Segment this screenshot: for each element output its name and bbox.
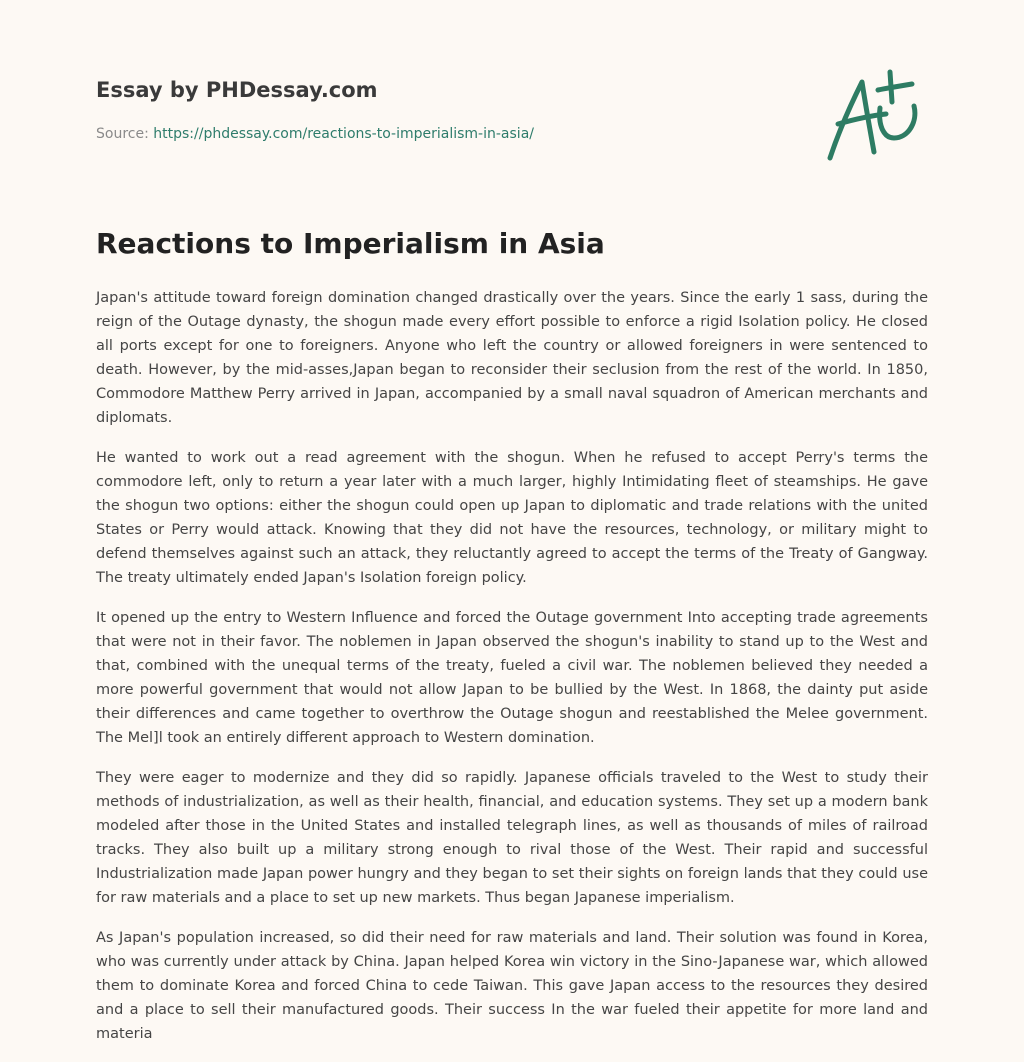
article-paragraph: He wanted to work out a read agreement with the shogun. When he refused to accept Perry's terms the commodore left, only to return a year later with a much larger, highly Intimidating fleet of steamships. He gave the shogun two options: either the shogun could open up Japan to diplomatic and trade relations with the united States or Perry would attack. Knowing that they did not have the resources, technology, or military might to defend themselves against such an attack, they reluctantly agreed to accept the terms of the Treaty of Gangway. The treaty ultimately ended Japan's Isolation foreign policy. [96,450,928,586]
page-header [96,76,928,176]
article-title: Reactions to Imperialism in Asia [96,227,605,260]
article-body [96,286,928,1062]
article-paragraph: They were eager to modernize and they did so rapidly. Japanese officials traveled to the West to study their methods of industrialization, as well as their health, financial, and education systems. They set up a modern bank modeled after those in the United States and installed telegraph lines, as well as thousands of miles of railroad tracks. They also built up a military strong enough to rival those of the West. Their rapid and successful Industrialization made Japan power hungry and they began to set their sights on foreign lands that they could use for raw materials and a place to set up new markets. Thus began Japanese imperialism. [96,770,928,906]
source-link[interactable]: https://phdessay.com/reactions-to-imperialism-in-asia/ [153,126,534,142]
article-paragraph: It opened up the entry to Western Influence and forced the Outage government Into accepting trade agreements that were not in their favor. The noblemen in Japan observed the shogun's inability to stand up to the West and that, combined with the unequal terms of the treaty, fueled a civil war. The noblemen believed they needed a more powerful government that would not allow Japan to be bullied by the West. In 1868, the dainty put aside their differences and came together to overthrow the Outage shogun and reestablished the Melee government. The Mel]l took an entirely different approach to Western domination. [96,610,928,746]
article-paragraph: Japan's attitude toward foreign domination changed drastically over the years. Since the early 1 sass, during the reign of the Outage dynasty, the shogun made every effort possible to enforce a rigid Isolation policy. He closed all ports except for one to foreigners. Anyone who left the country or allowed foreigners in were sentenced to death. However, by the mid-asses,Japan began to reconsider their seclusion from the rest of the world. In 1850, Commodore Matthew Perry arrived in Japan, accompanied by a small naval squadron of American merchants and diplomats. [96,290,928,426]
article-paragraph: As Japan's population increased, so did their need for raw materials and land. Their solution was found in Korea, who was currently under attack by China. Japan helped Korea win victory in the Sino-Japanese war, which allowed them to dominate Korea and forced China to cede Taiwan. This gave Japan access to the resources they desired and a place to sell their manufactured goods. Their success In the war fueled their appetite for more land and materia [96,930,928,1042]
source-label: Source: [96,126,154,142]
a-plus-grade-icon [822,68,928,164]
site-brand: Essay by PHDessay.com [96,78,378,102]
source-line [96,124,928,144]
